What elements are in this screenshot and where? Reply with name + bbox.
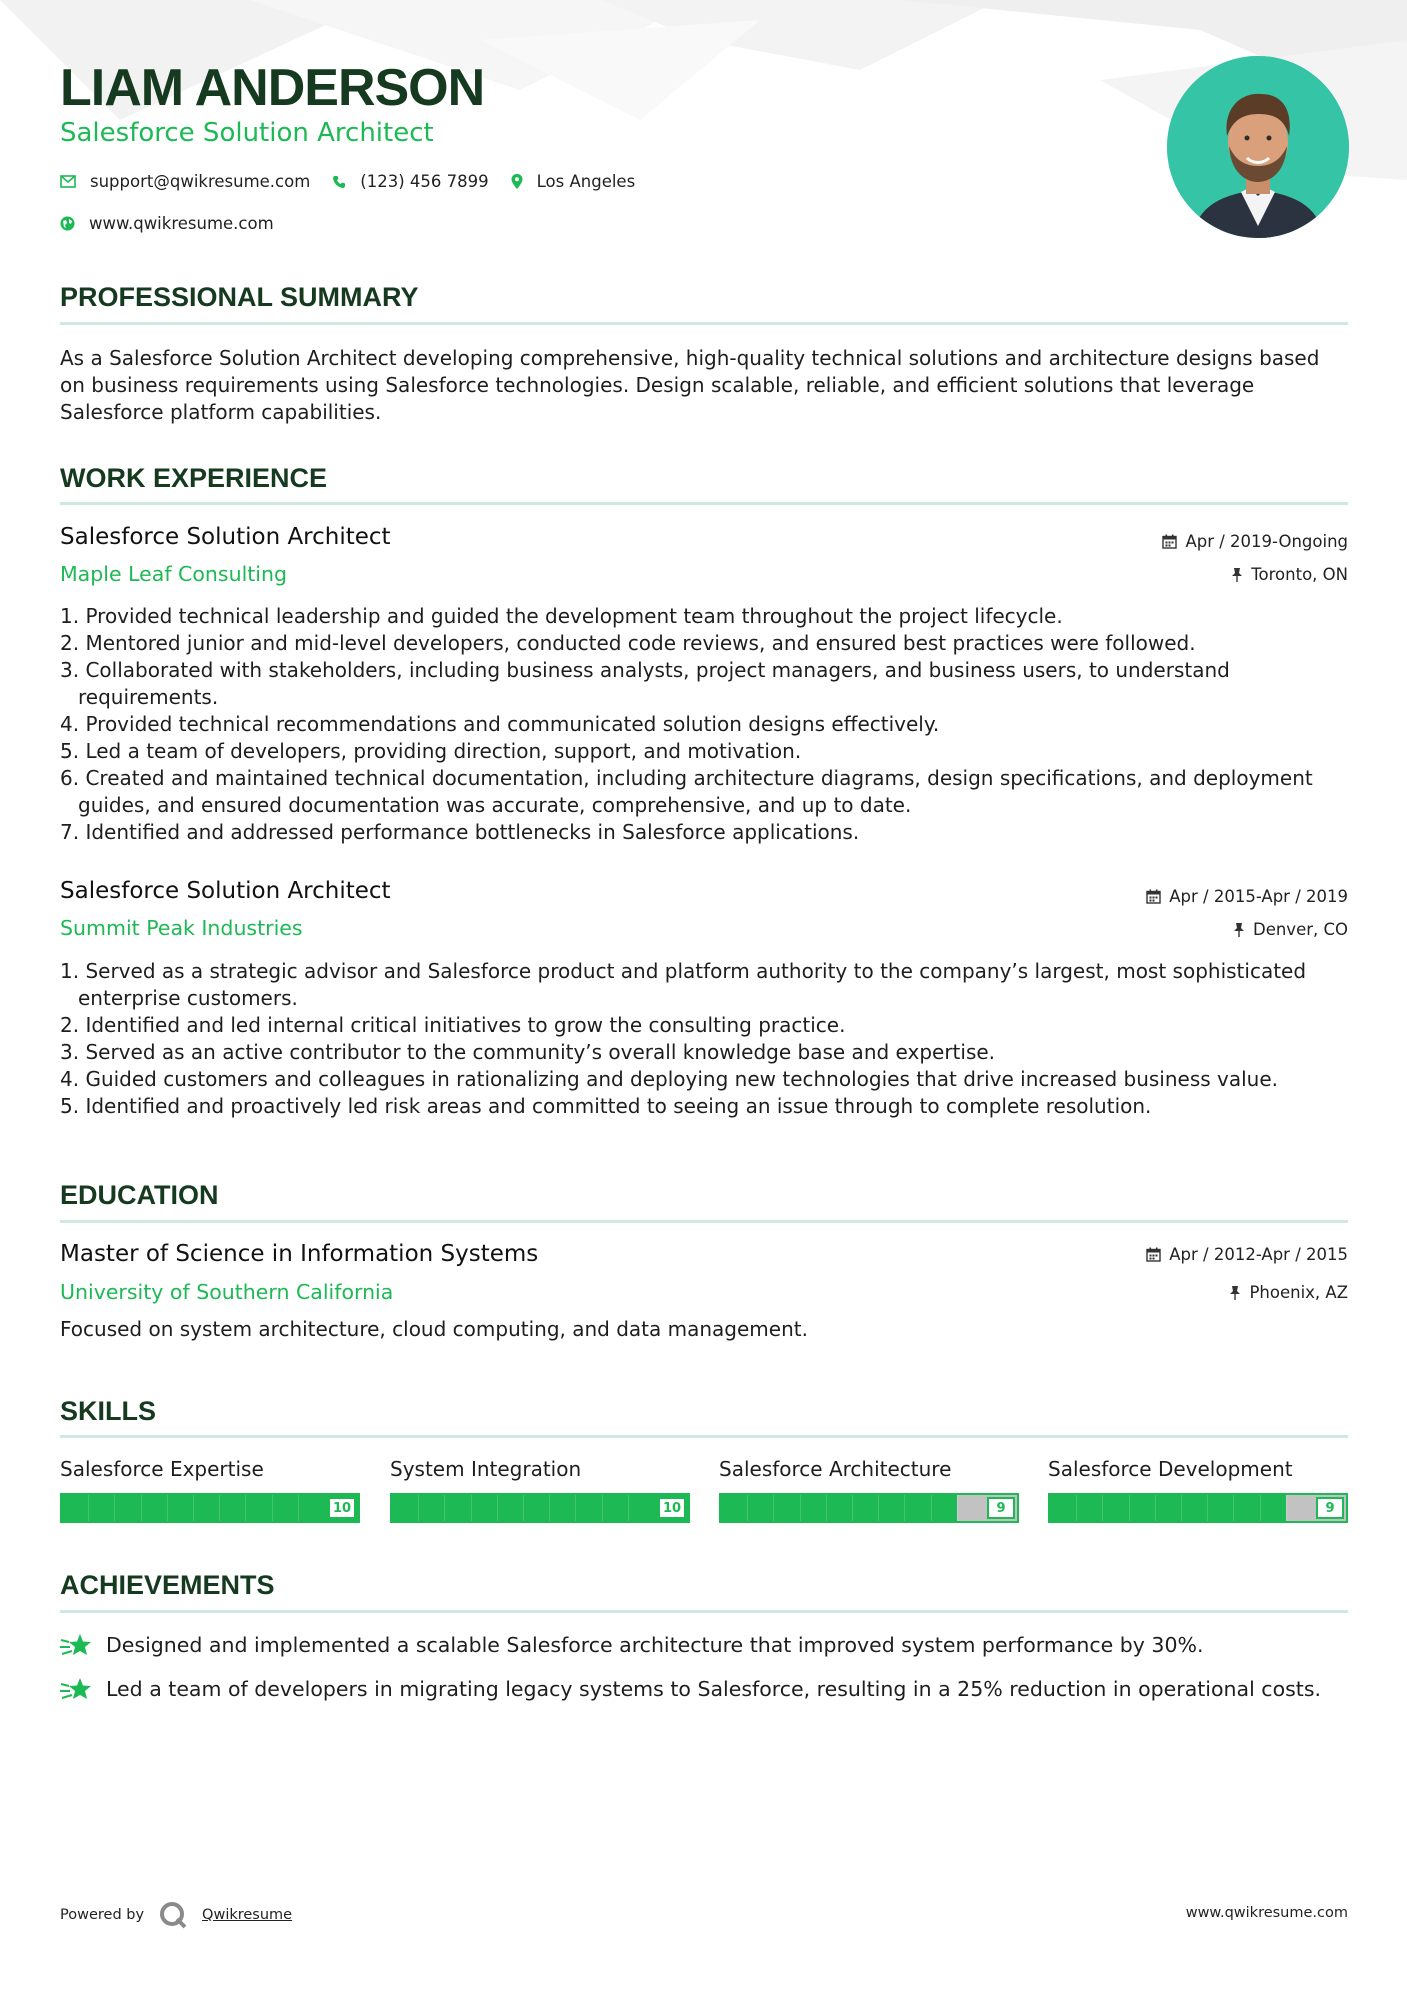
candidate-name: LIAM ANDERSON [60,59,485,117]
section-divider [60,502,1348,505]
job-duties-list [60,958,1350,1120]
calendar-icon [1162,534,1177,549]
skill-bar-segment [219,1495,220,1521]
pushpin-icon [1233,923,1245,937]
contact-phone[interactable] [332,172,488,191]
skill-bar-segment [245,1495,246,1521]
avatar [1167,56,1349,238]
skill-bar-segment [826,1495,827,1521]
skill-bar [390,1493,690,1523]
skill-bar-segment [1155,1495,1156,1521]
education-dates [1146,1245,1348,1264]
school-name: University of Southern California [60,1280,394,1304]
job-dates [1146,887,1348,906]
shooting-star-icon [60,1676,92,1702]
skill-bar-segment [957,1495,958,1521]
skills-heading: SKILLS [60,1396,157,1426]
job-title: Salesforce Solution Architect [60,524,391,550]
footer-powered-by [60,1900,292,1930]
footer-website[interactable]: www.qwikresume.com [1185,1905,1348,1921]
skill-bar-segment [747,1495,748,1521]
list-item: Created and maintained technical documentation, including architecture diagrams, design specifications, and deployment guides, and ensured documentation was accurate, comprehensive, and up to date. [78,766,1313,817]
section-divider [60,1435,1348,1438]
skill-bar-segment [114,1495,115,1521]
job-company: Summit Peak Industries [60,916,303,940]
achievement-text: Designed and implemented a scalable Salesforce architecture that improved system performance by 30%. [106,1633,1204,1657]
skill-bar-segment [602,1495,603,1521]
list-item: Provided technical recommendations and communicated solution designs effectively. [85,712,940,736]
skill-bar-fill [1050,1495,1286,1521]
list-item: Identified and addressed performance bottlenecks in Salesforce applications. [85,820,860,844]
skill-bar-segment [878,1495,879,1521]
summary-text: As a Salesforce Solution Architect developing comprehensive, high-quality technical solutions and architecture designs based on business requirements using Salesforce technologies. Design scalable, reliable, and efficient solutions that leverage Salesforce platform capabilities. [60,346,1320,424]
skill-name: Salesforce Architecture [719,1457,952,1481]
skill-bar [60,1493,360,1523]
skill-bar-segment [575,1495,576,1521]
shooting-star-icon [60,1632,92,1658]
skill-bar-segment [628,1495,629,1521]
skill-bar-segment [800,1495,801,1521]
skill-bar [719,1493,1019,1523]
skill-bar-segment [549,1495,550,1521]
skill-bar-segment [523,1495,524,1521]
phone-icon [332,175,346,189]
skill-bar-segment [931,1495,932,1521]
skill-level-badge: 10 [328,1497,356,1519]
location-text: Los Angeles [536,172,636,191]
experience-heading: WORK EXPERIENCE [60,463,328,493]
phone-text: (123) 456 7899 [360,172,489,191]
list-item: Guided customers and colleagues in rationalizing and deploying new technologies that drive increased business value. [85,1067,1279,1091]
list-item: Identified and led internal critical initiatives to grow the consulting practice. [85,1013,846,1037]
skill-bar [1048,1493,1348,1523]
skill-bar-segment [1207,1495,1208,1521]
map-pin-icon [511,174,523,189]
summary-heading: PROFESSIONAL SUMMARY [60,282,419,312]
skill-item [719,1457,1019,1523]
pushpin-icon [1229,1286,1241,1300]
list-item: Identified and proactively led risk areas and committed to seeing an issue through to complete resolution. [85,1094,1152,1118]
skill-bar-fill [721,1495,957,1521]
education-location-text: Phoenix, AZ [1249,1283,1348,1302]
job-location-text: Toronto, ON [1251,565,1348,584]
skill-bar-segment [1102,1495,1103,1521]
skill-bar-segment [272,1495,273,1521]
skill-name: Salesforce Expertise [60,1457,264,1481]
skill-item [1048,1457,1348,1523]
website-text: www.qwikresume.com [89,214,274,233]
job-dates [1162,532,1348,551]
calendar-icon [1146,889,1161,904]
list-item: Mentored junior and mid-level developers, conducted code reviews, and ensured best practices were followed. [85,631,1196,655]
profile-photo [1167,56,1349,238]
achievement-item [60,1676,1321,1702]
skill-bar-segment [298,1495,299,1521]
skill-level-badge: 9 [987,1497,1015,1519]
education-dates-text: Apr / 2012-Apr / 2015 [1169,1245,1348,1264]
skill-bar-segment [904,1495,905,1521]
globe-icon [60,216,75,231]
skill-bar-segment [1260,1495,1261,1521]
skill-bar-segment [1233,1495,1234,1521]
envelope-icon [60,175,76,188]
skill-bar-segment [773,1495,774,1521]
education-description: Focused on system architecture, cloud computing, and data management. [60,1317,808,1341]
section-divider [60,322,1348,325]
skill-bar-segment [193,1495,194,1521]
skill-level-badge: 9 [1316,1497,1344,1519]
achievements-heading: ACHIEVEMENTS [60,1570,275,1600]
qwikresume-logo-icon [158,1900,188,1930]
skill-bar-segment [141,1495,142,1521]
list-item: Served as a strategic advisor and Salesforce product and platform authority to the company’s largest, most sophisticated enterprise customers. [78,959,1307,1010]
skill-bar-segment [1076,1495,1077,1521]
candidate-title: Salesforce Solution Architect [60,118,434,148]
skill-bar-fill [392,1495,688,1521]
list-item: Served as an active contributor to the community’s overall knowledge base and expertise. [85,1040,996,1064]
list-item: Led a team of developers, providing direction, support, and motivation. [85,739,802,763]
skill-bar-segment [1181,1495,1182,1521]
skill-bar-segment [497,1495,498,1521]
skill-bar-segment [167,1495,168,1521]
education-location [1229,1283,1348,1302]
contact-email[interactable] [60,172,310,191]
skill-bar-segment [1286,1495,1287,1521]
degree-title: Master of Science in Information Systems [60,1241,539,1267]
list-item: Provided technical leadership and guided the development team throughout the project lifecycle. [85,604,1063,628]
calendar-icon [1146,1247,1161,1262]
skill-bar-segment [1129,1495,1130,1521]
job-company: Maple Leaf Consulting [60,562,288,586]
list-item: Collaborated with stakeholders, including business analysts, project managers, and business users, to understand requirements. [78,658,1230,709]
achievement-item [60,1632,1203,1658]
achievement-text: Led a team of developers in migrating legacy systems to Salesforce, resulting in a 25% reduction in operational costs. [106,1677,1322,1701]
skill-bar-segment [852,1495,853,1521]
skill-level-badge: 10 [658,1497,686,1519]
contact-location [511,172,636,191]
skill-bar-segment [88,1495,89,1521]
contact-website[interactable] [60,214,274,233]
email-text: support@qwikresume.com [90,172,311,191]
skill-name: Salesforce Development [1048,1457,1293,1481]
job-location [1233,920,1348,939]
education-heading: EDUCATION [60,1180,219,1210]
section-divider [60,1220,1348,1223]
section-divider [60,1610,1348,1613]
qwikresume-link[interactable]: Qwikresume [202,1907,293,1923]
skill-bar-segment [471,1495,472,1521]
job-title: Salesforce Solution Architect [60,878,391,904]
pushpin-icon [1231,568,1243,582]
job-dates-text: Apr / 2015-Apr / 2019 [1169,887,1348,906]
contact-row-website [60,214,296,233]
powered-by-label: Powered by [60,1907,145,1923]
skill-bar-segment [418,1495,419,1521]
skill-item [390,1457,690,1523]
skill-bar-fill [62,1495,358,1521]
job-location-text: Denver, CO [1252,920,1348,939]
job-location [1231,565,1348,584]
job-dates-text: Apr / 2019-Ongoing [1185,532,1348,551]
job-duties-list [60,603,1350,846]
skill-bar-segment [444,1495,445,1521]
contact-row [60,172,657,191]
skill-name: System Integration [390,1457,582,1481]
skill-item [60,1457,360,1523]
